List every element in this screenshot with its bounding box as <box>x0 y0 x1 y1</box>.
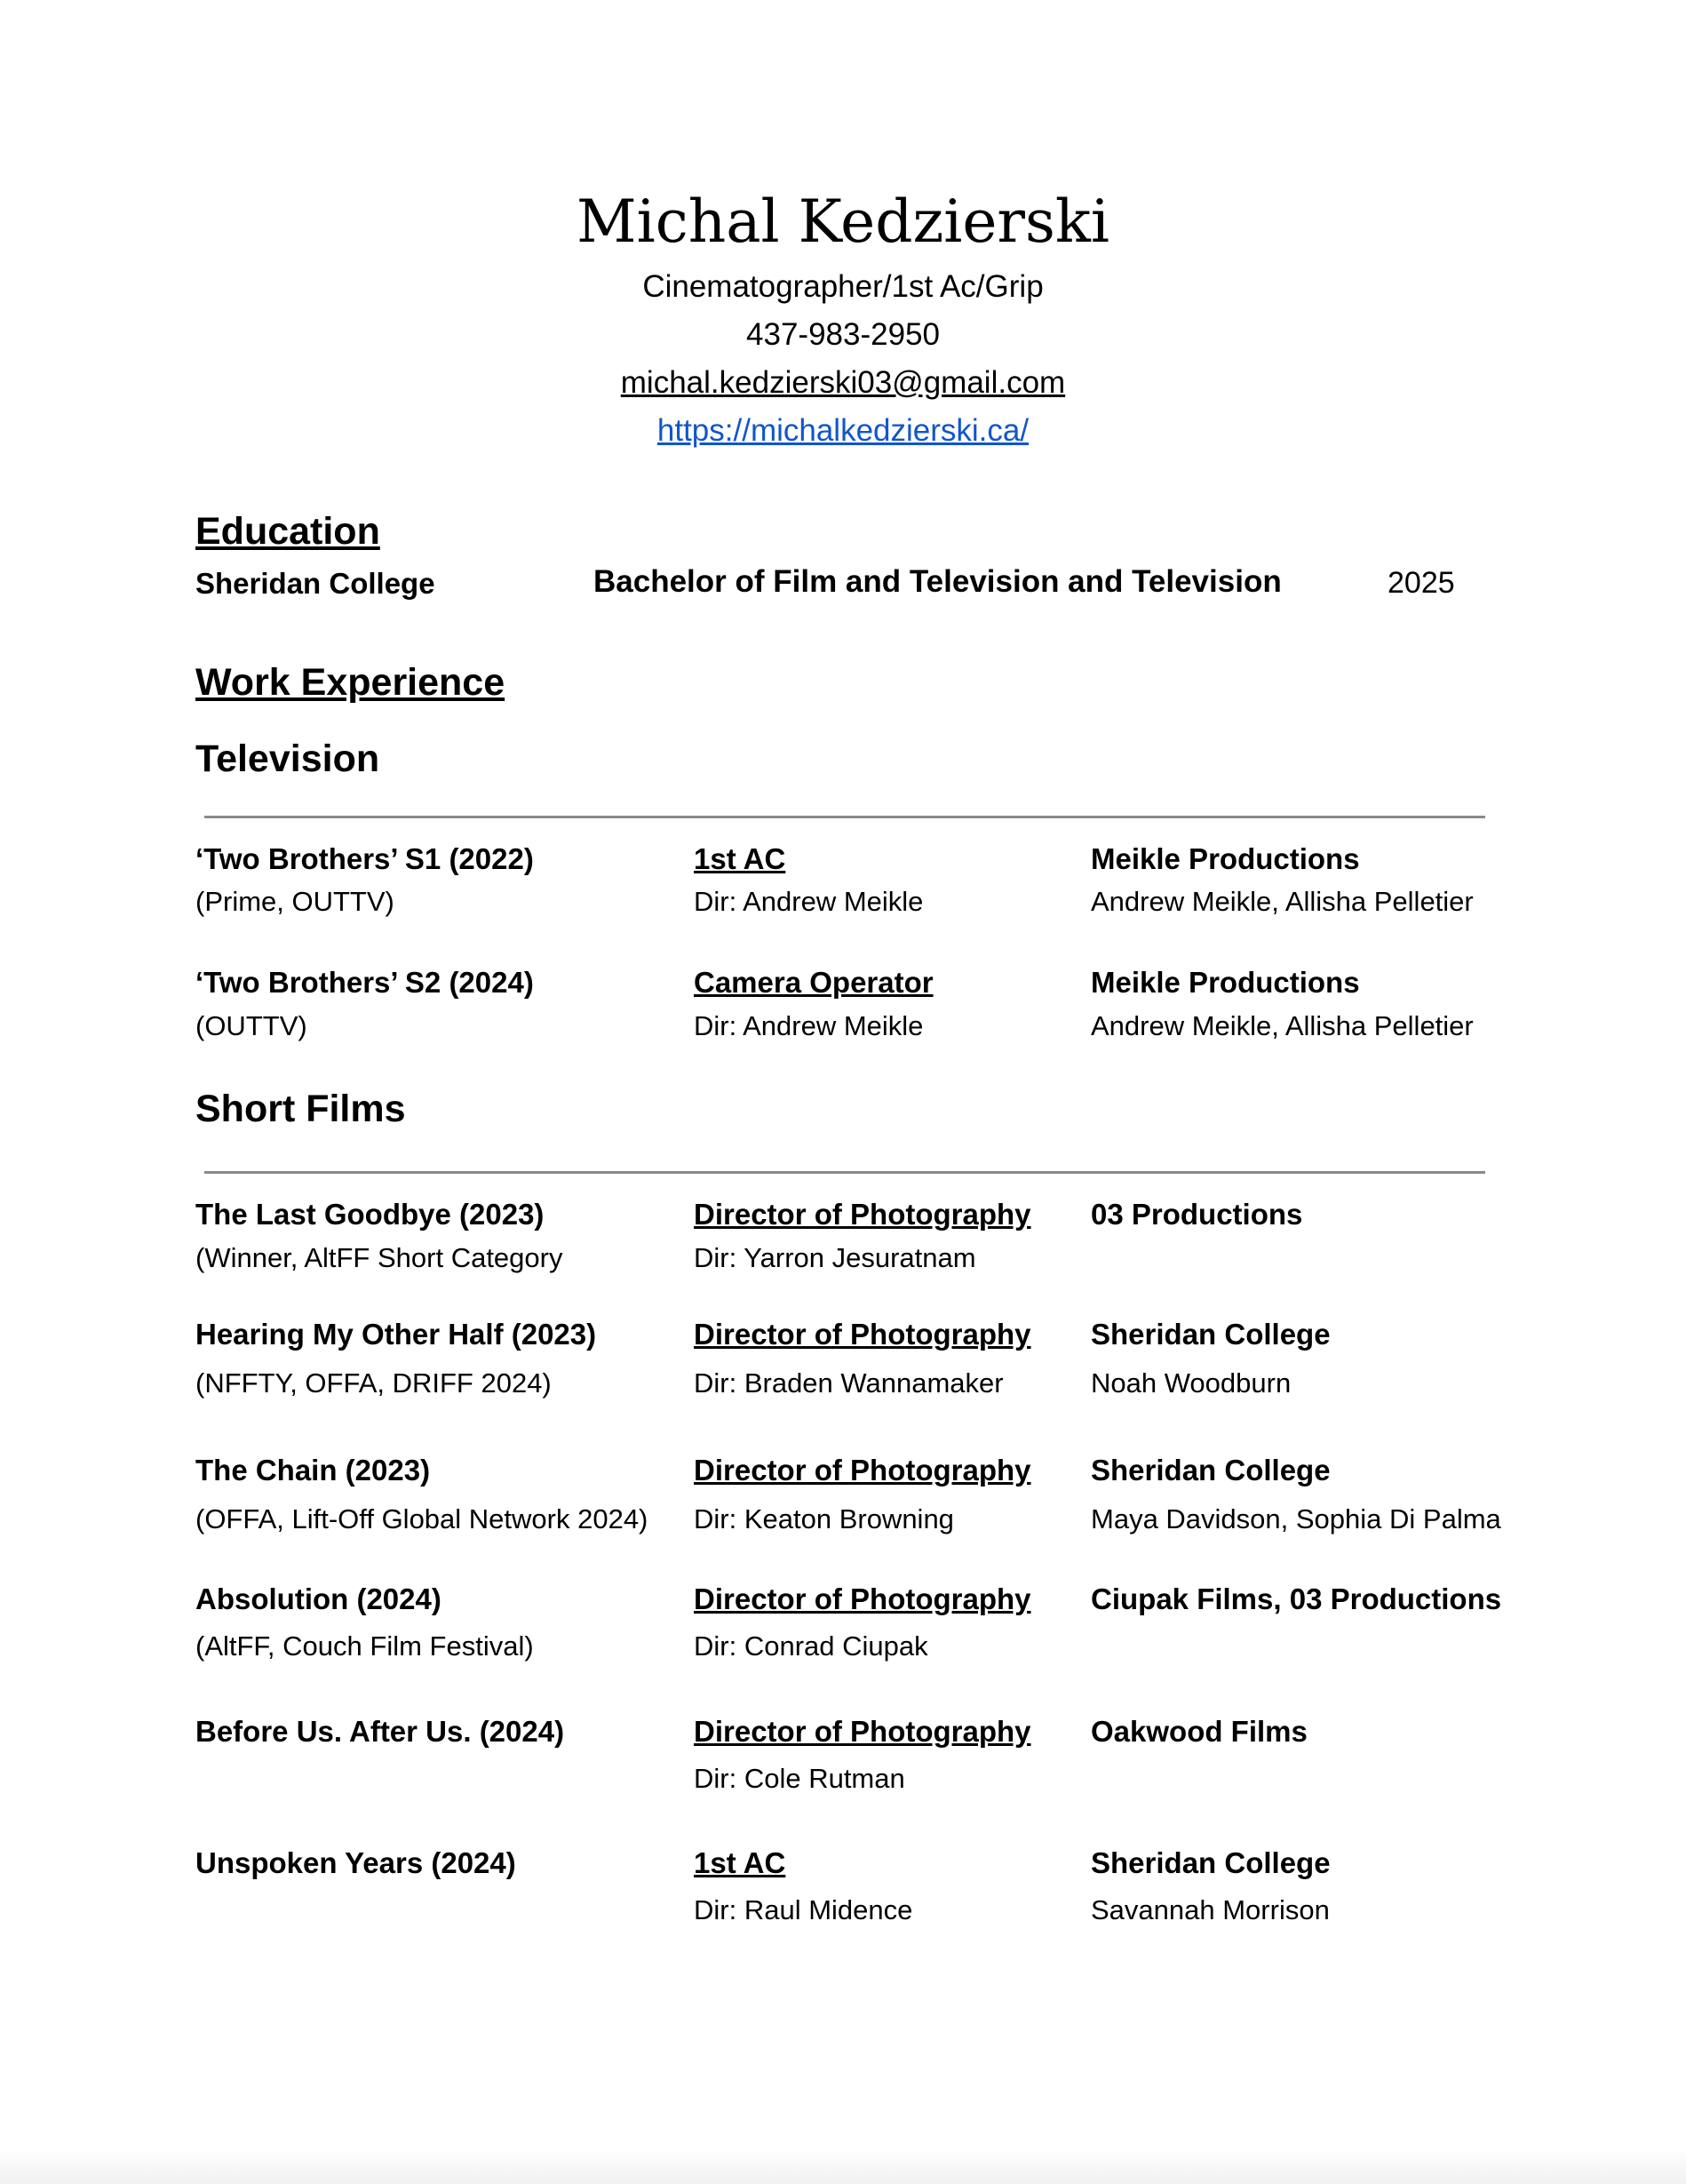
tv-entry-role: Camera Operator <box>694 966 934 999</box>
film-entry-producers: Noah Woodburn <box>1091 1367 1292 1399</box>
television-heading: Television <box>195 737 380 780</box>
short-films-divider <box>204 1171 1485 1174</box>
film-entry-note: (Winner, AltFF Short Category <box>195 1242 563 1273</box>
tv-entry-director: Dir: Andrew Meikle <box>694 1010 924 1041</box>
film-entry-note: (OFFA, Lift-Off Global Network 2024) <box>195 1503 648 1534</box>
short-films-heading: Short Films <box>195 1088 406 1130</box>
tv-entry-note: (OUTTV) <box>195 1010 307 1041</box>
tv-entry-producers: Andrew Meikle, Allisha Pelletier <box>1091 886 1474 917</box>
film-entry-note: (AltFF, Couch Film Festival) <box>195 1630 534 1662</box>
website-link[interactable]: https://michalkedzierski.ca/ <box>656 413 1030 448</box>
film-entry-company: Sheridan College <box>1091 1318 1331 1351</box>
film-entry-role: Director of Photography <box>694 1454 1031 1487</box>
film-entry-director: Dir: Keaton Browning <box>694 1503 954 1534</box>
tv-entry-company: Meikle Productions <box>1091 842 1360 875</box>
film-entry-producers: Maya Davidson, Sophia Di Palma <box>1091 1503 1501 1534</box>
film-entry-role: Director of Photography <box>694 1318 1031 1351</box>
tv-entry-role: 1st AC <box>694 842 786 875</box>
film-entry-title: Hearing My Other Half (2023) <box>195 1318 597 1351</box>
film-entry-role: Director of Photography <box>694 1715 1031 1748</box>
film-entry-company: Ciupak Films, 03 Productions <box>1091 1582 1502 1615</box>
tv-entry-note: (Prime, OUTTV) <box>195 886 394 917</box>
film-entry-producers: Savannah Morrison <box>1091 1894 1330 1925</box>
education-year: 2025 <box>1388 566 1455 600</box>
film-entry-director: Dir: Conrad Ciupak <box>694 1630 928 1662</box>
tv-entry-title: ‘Two Brothers’ S2 (2024) <box>195 966 534 999</box>
film-entry-director: Dir: Cole Rutman <box>694 1763 905 1794</box>
film-entry-company: 03 Productions <box>1091 1198 1303 1231</box>
film-entry-note: (NFFTY, OFFA, DRIFF 2024) <box>195 1367 552 1399</box>
film-entry-company: Oakwood Films <box>1091 1715 1308 1748</box>
film-entry-title: The Last Goodbye (2023) <box>195 1198 545 1231</box>
tv-entry-director: Dir: Andrew Meikle <box>694 886 924 917</box>
phone-number: 437-983-2950 <box>746 317 940 352</box>
film-entry-title: Before Us. After Us. (2024) <box>195 1715 565 1748</box>
education-degree: Bachelor of Film and Television and Television <box>593 564 1282 599</box>
education-heading: Education <box>195 510 380 553</box>
film-entry-company: Sheridan College <box>1091 1846 1331 1879</box>
film-entry-title: Absolution (2024) <box>195 1582 441 1615</box>
tv-entry-company: Meikle Productions <box>1091 966 1360 999</box>
film-entry-role: 1st AC <box>694 1846 786 1879</box>
email-link[interactable]: michal.kedzierski03@gmail.com <box>620 365 1066 400</box>
job-title: Cinematographer/1st Ac/Grip <box>642 269 1044 304</box>
film-entry-director: Dir: Braden Wannamaker <box>694 1367 1004 1399</box>
resume-name: Michal Kedzierski <box>577 187 1109 256</box>
television-divider <box>204 816 1485 818</box>
education-school: Sheridan College <box>195 567 435 600</box>
film-entry-role: Director of Photography <box>694 1582 1031 1615</box>
film-entry-company: Sheridan College <box>1091 1454 1331 1487</box>
film-entry-director: Dir: Yarron Jesuratnam <box>694 1242 976 1273</box>
film-entry-title: Unspoken Years (2024) <box>195 1846 516 1879</box>
film-entry-role: Director of Photography <box>694 1198 1031 1231</box>
tv-entry-producers: Andrew Meikle, Allisha Pelletier <box>1091 1010 1474 1041</box>
film-entry-title: The Chain (2023) <box>195 1454 431 1487</box>
page-bottom-shadow <box>0 2148 1686 2184</box>
film-entry-director: Dir: Raul Midence <box>694 1894 913 1925</box>
tv-entry-title: ‘Two Brothers’ S1 (2022) <box>195 842 534 875</box>
work-experience-heading: Work Experience <box>195 661 505 704</box>
